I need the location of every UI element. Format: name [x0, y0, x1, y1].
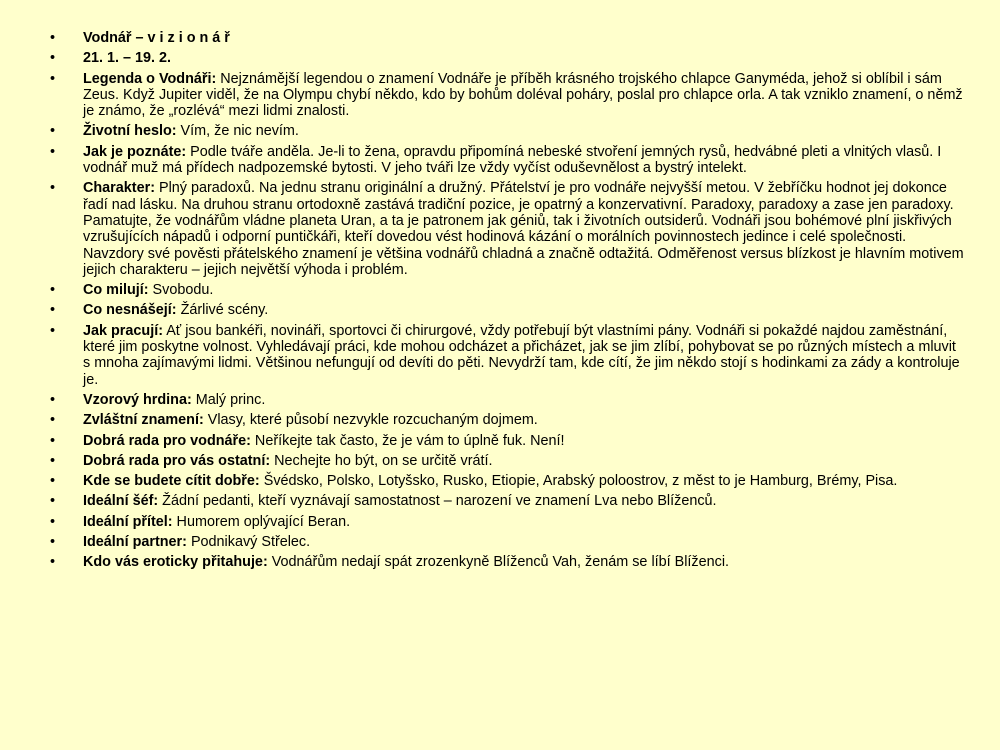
- item-text: Podnikavý Střelec.: [186, 534, 311, 551]
- bullet-item-special-sign: [50, 412, 965, 428]
- bullet-icon: •: [50, 50, 56, 67]
- bullet-icon: •: [50, 282, 56, 299]
- item-text: Ať jsou bankéři, novináři, sportovci či chirurgové, vždy potřebují být vlastními pány. Vodnáři si pokaždé najdou zaměstnání, které jim poskytne volnost. Vyhledávají práci, kde mohou odcházet a přicházet, jak se jim zlíbí, pohybovat se po různých místech a mluvit s mnoha zajímavými lidmi. Většinou nefungují od devíti do pěti. Nevydrží tam, kde cítí, že jim někdo stojí s hodinkami za zády a kontroluje je.: [83, 322, 960, 388]
- item-label: Životní heslo:: [83, 123, 177, 140]
- item-text: Neříkejte tak často, že je vám to úplně fuk. Není!: [250, 432, 565, 449]
- item-label: Dobrá rada pro vás ostatní:: [83, 452, 271, 469]
- item-label: Kde se budete cítit dobře:: [83, 473, 260, 490]
- item-text: Nejznámější legendou o znamení Vodnáře je příběh krásného trojského chlapce Ganyméda, jehož si oblíbil i sám Zeus. Když Jupiter viděl, že na Olympu chybí někdo, kdo by bohům doléval poháry, poslal pro chlapce orla. A tak vzniklo znamení, o němž je známo, že „rozlévá“ mezi lidmi znalosti.: [83, 70, 963, 120]
- item-text: Vlasy, které působí nezvykle rozcuchaným dojmem.: [203, 412, 538, 429]
- bullet-icon: •: [50, 493, 56, 510]
- item-label: Legenda o Vodnáři:: [83, 70, 217, 87]
- bullet-item-advice-aquarius: [50, 433, 965, 449]
- bullet-icon: •: [50, 473, 56, 490]
- bullet-item-hates: [50, 302, 965, 318]
- item-text: Humorem oplývající Beran.: [172, 513, 351, 530]
- bullet-list: [50, 30, 965, 575]
- item-label: Ideální přítel:: [83, 513, 173, 530]
- item-text: Vím, že nic nevím.: [176, 123, 299, 140]
- bullet-item-legend: [50, 71, 965, 120]
- item-label: Jak pracují:: [83, 322, 163, 339]
- item-text: Plný paradoxů. Na jednu stranu originální a družný. Přátelství je pro vodnáře nejvyšší metou. V žebříčku hodnot jej dokonce řadí nad lásku. Na druhou stranu ortodoxně zastává tradiční pozice, je opatrný a konzervativní. Paradoxy, paradoxy a zase jen paradoxy. Pamatujte, že vodnářům vládne planeta Uran, a ta je patronem jak géniů, tak i životních outsiderů. Vodnáři jsou bohémové plní jiskřivých vzrušujících nápadů i odporní puntičkáři, kteří dovedou vést hodinová kázání o morálních povinnostech jedince i celé společnosti. Navzdory své pověsti přátelského znamení je většina vodnářů chladná a značně odtažitá. Odměřenost versus blízkost je hlavním motivem jejich charakteru – jejich největší výhoda i problém.: [83, 180, 964, 278]
- bullet-item-recognition: [50, 144, 965, 177]
- item-label: Jak je poznáte:: [83, 143, 187, 160]
- bullet-item-title: [50, 30, 965, 46]
- bullet-icon: •: [50, 180, 56, 197]
- item-text: Podle tváře anděla. Je-li to žena, opravdu připomíná nebeské stvoření jemných rysů, hedvábné pleti a vlnitých vlasů. I vodnář muž má přídech nadpozemské bytosti. V jeho tváři lze vždy vyčíst oduševnělost a bystrý intelekt.: [83, 143, 942, 177]
- bullet-icon: •: [50, 554, 56, 571]
- bullet-icon: •: [50, 534, 56, 551]
- bullet-item-boss: [50, 493, 965, 509]
- item-text: Malý princ.: [191, 391, 266, 408]
- item-label: Co milují:: [83, 282, 149, 299]
- item-text: Nechejte ho být, on se určitě vrátí.: [270, 452, 493, 469]
- bullet-item-friend: [50, 514, 965, 530]
- bullet-item-erotic: [50, 554, 965, 570]
- item-label: Ideální partner:: [83, 534, 187, 551]
- item-text: Svobodu.: [148, 282, 214, 299]
- bullet-icon: •: [50, 302, 56, 319]
- bullet-item-character: [50, 180, 965, 278]
- bullet-icon: •: [50, 452, 56, 469]
- bullet-item-motto: [50, 123, 965, 139]
- item-label: Vzorový hrdina:: [83, 391, 192, 408]
- bullet-icon: •: [50, 391, 56, 408]
- bullet-icon: •: [50, 513, 56, 530]
- item-text: Žárlivé scény.: [176, 302, 269, 319]
- item-label: Vodnář – v i z i o n á ř: [83, 30, 230, 46]
- bullet-icon: •: [50, 70, 56, 87]
- item-label: Charakter:: [83, 180, 155, 197]
- item-text: Vodnářům nedají spát zrozenkyně Blíženců Vah, ženám se líbí Blíženci.: [267, 554, 730, 571]
- item-label: Kdo vás eroticky přitahuje:: [83, 554, 268, 571]
- bullet-item-advice-others: [50, 453, 965, 469]
- bullet-item-work: [50, 323, 965, 388]
- bullet-icon: •: [50, 30, 56, 46]
- bullet-icon: •: [50, 322, 56, 339]
- item-label: Co nesnášejí:: [83, 302, 177, 319]
- item-text: Švédsko, Polsko, Lotyšsko, Rusko, Etiopie, Arabský poloostrov, z měst to je Hamburg, Brémy, Pisa.: [259, 473, 898, 490]
- item-label: Dobrá rada pro vodnáře:: [83, 432, 251, 449]
- bullet-item-loves: [50, 282, 965, 298]
- item-label: Zvláštní znamení:: [83, 412, 204, 429]
- bullet-item-partner: [50, 534, 965, 550]
- bullet-item-places: [50, 473, 965, 489]
- bullet-icon: •: [50, 432, 56, 449]
- bullet-item-hero: [50, 392, 965, 408]
- bullet-item-dates: [50, 50, 965, 66]
- item-label: 21. 1. – 19. 2.: [83, 50, 172, 67]
- bullet-icon: •: [50, 123, 56, 140]
- bullet-icon: •: [50, 143, 56, 160]
- item-label: Ideální šéf:: [83, 493, 159, 510]
- item-text: Žádní pedanti, kteří vyznávají samostatnost – narození ve znamení Lva nebo Blíženců.: [158, 493, 717, 510]
- bullet-icon: •: [50, 412, 56, 429]
